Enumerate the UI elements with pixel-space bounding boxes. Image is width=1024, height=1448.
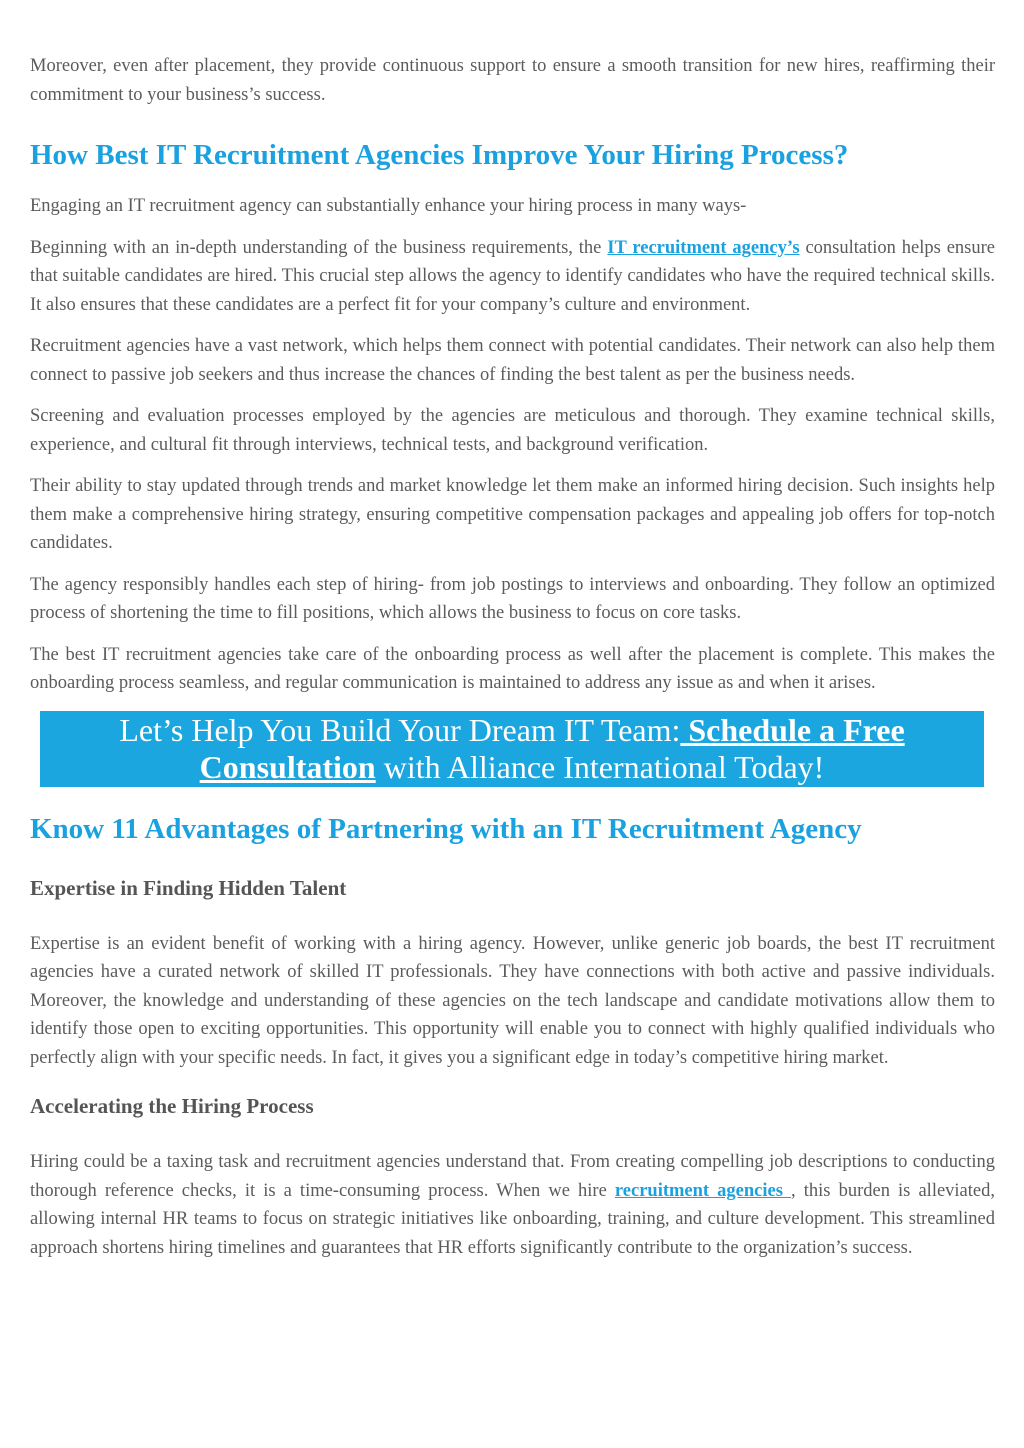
cta-banner [40,711,984,787]
network-paragraph: Recruitment agencies have a vast network, which helps them connect with potential candidates. Their network can also help them connect to passive job seekers and thus increase the chances of finding the best talent as per the business needs. [30,336,995,385]
consultation-text-after: consultation helps ensure that suitable candidates are hired. This crucial step allows the agency to identify candidates who have the required technical skills. It also ensures that these candidates are a perfect fit for your company’s culture and environment. [30,237,996,315]
cta-link-line2: Consultation [199,748,376,785]
document-page [30,52,995,1275]
market-knowledge-paragraph: Their ability to stay updated through trends and market knowledge let them make an informed hiring decision. Such insights help them make a comprehensive hiring strategy, ensuring competitive compensation packages and appealing job offers for top-notch candidates. [30,476,995,553]
hidden-talent-paragraph: Expertise is an evident benefit of working with a hiring agency. However, unlike generic job boards, the best IT recruitment agencies have a curated network of skilled IT professionals. They have connections with both active and passive individuals. Moreover, the knowledge and understanding of these agencies on the tech landscape and candidate motivations allow them to identify those open to exciting opportunities. This opportunity will enable you to connect with highly qualified individuals who perfectly align with your specific needs. In fact, it gives you a significant edge in today’s competitive hiring market. [30,933,995,1068]
subheading-accelerating-hiring: Accelerating the Hiring Process [30,1094,314,1118]
subheading-hidden-talent: Expertise in Finding Hidden Talent [30,875,347,900]
screening-paragraph: Screening and evaluation processes employed by the agencies are meticulous and thorough. They examine technical skills, experience, and cultural fit through interviews, technical tests, and background verification. [30,406,995,455]
section-heading-improve-hiring: How Best IT Recruitment Agencies Improve Your Hiring Process? [30,139,849,171]
cta-link-line1: Schedule a Free [680,711,905,748]
accelerating-text-after: , this burden is alleviated, allowing internal HR teams to focus on strategic initiatives like onboarding, training, and culture development. This streamlined approach shortens hiring timelines and guarantees that HR efforts significantly contribute to the organization’s success. [30,1180,995,1258]
cta-lead-text: Let’s Help You Build Your Dream IT Team: [119,711,681,748]
consultation-paragraph [30,234,995,320]
intro-paragraph: Moreover, even after placement, they provide continuous support to ensure a smooth transition for new hires, reaffirming their commitment to your business’s success. [30,56,995,105]
consultation-text-before: Beginning with an in-depth understanding of the business requirements, the [30,237,608,258]
it-recruitment-agency-link[interactable]: IT recruitment agency’s [607,237,800,258]
accelerating-hiring-paragraph [30,1148,995,1262]
cta-tail-text: with Alliance International Today! [375,748,825,785]
onboarding-paragraph: The best IT recruitment agencies take care of the onboarding process as well after the placement is complete. This makes the onboarding process seamless, and regular communication is maintained to address any issue as and when it arises. [30,644,995,693]
accelerating-text-before: Hiring could be a taxing task and recruitment agencies understand that. From creating compelling job descriptions to conducting thorough reference checks, it is a time-consuming process. When we hire [30,1152,995,1201]
hiring-steps-paragraph: The agency responsibly handles each step of hiring- from job postings to interviews and onboarding. They follow an optimized process of shortening the time to fill positions, which allows the business to focus on core tasks. [30,574,995,623]
section-heading-advantages: Know 11 Advantages of Partnering with an IT Recruitment Agency [30,812,862,845]
recruitment-agencies-link[interactable]: recruitment agencies [614,1180,792,1201]
section-lead-paragraph: Engaging an IT recruitment agency can substantially enhance your hiring process in many ways- [30,196,747,216]
